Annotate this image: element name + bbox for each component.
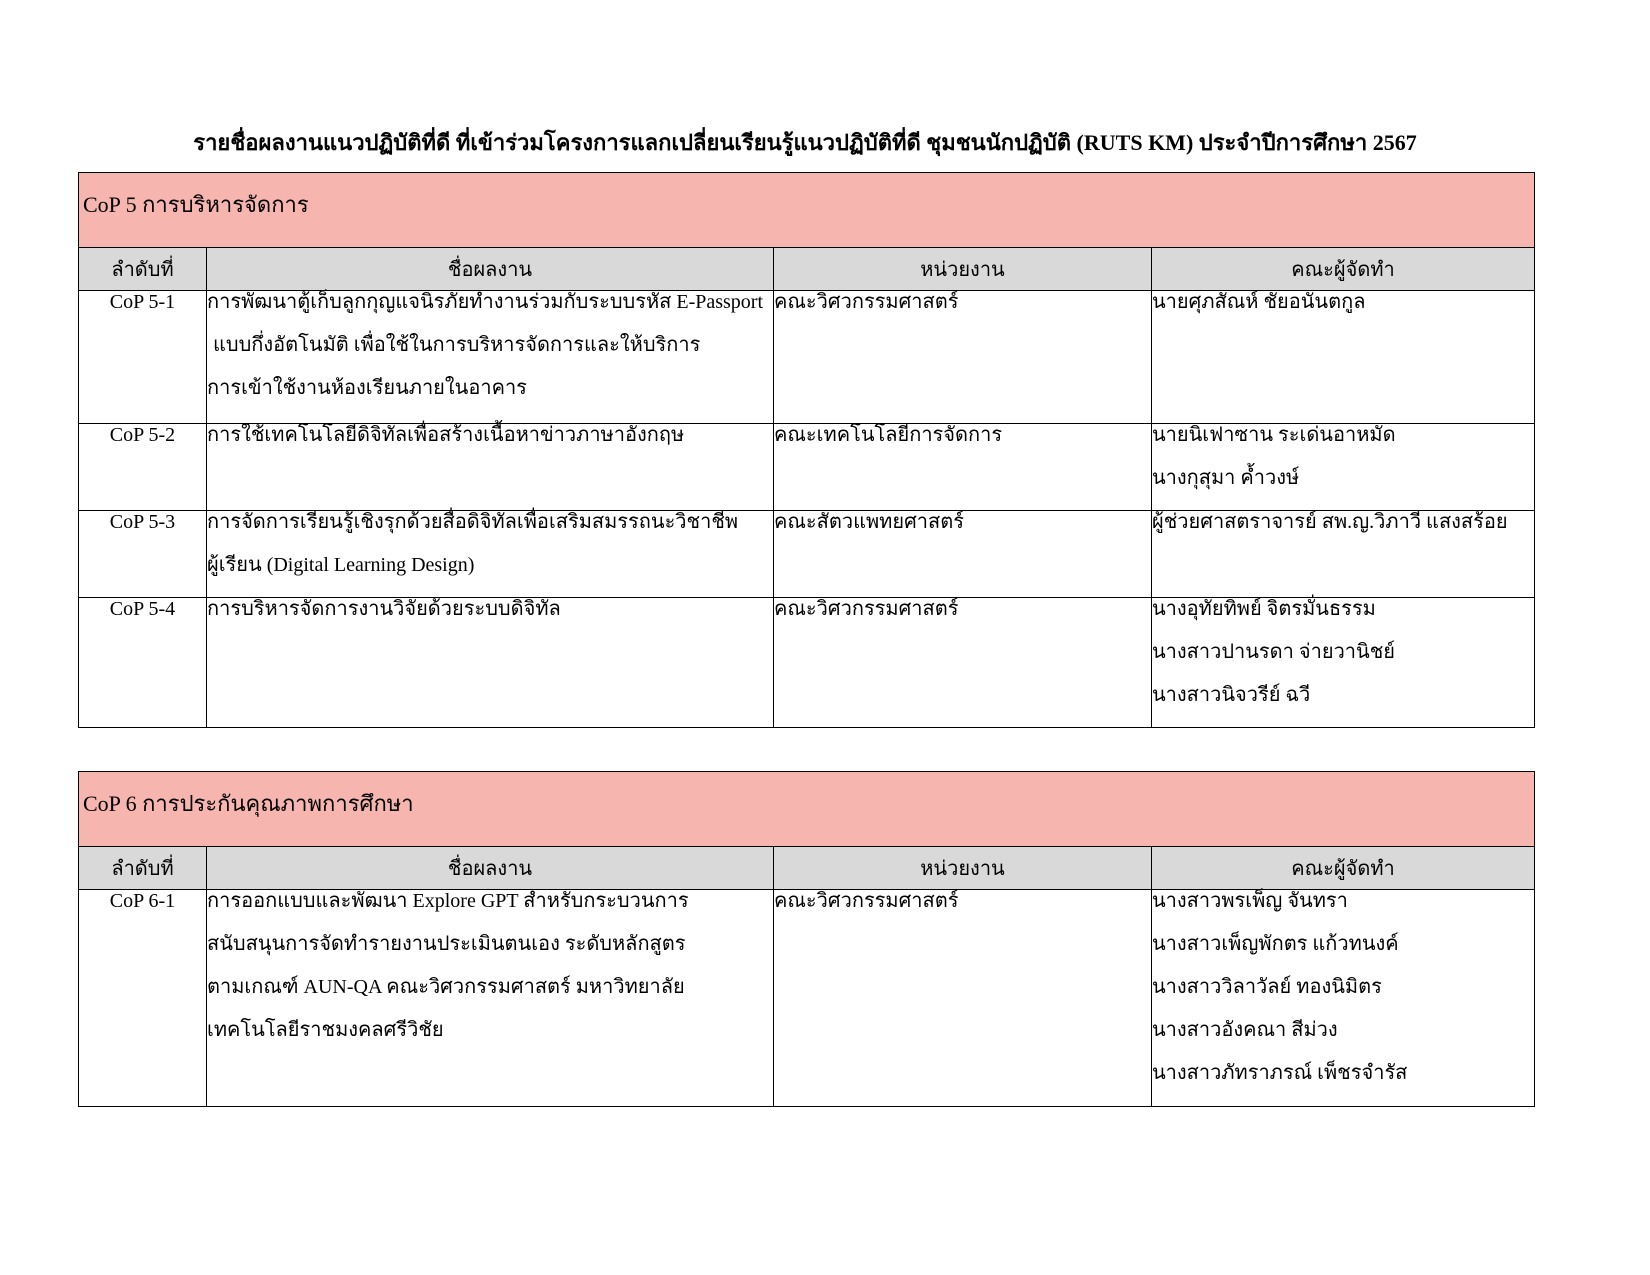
row-work: การใช้เทคโนโลยีดิจิทัลเพื่อสร้างเนื้อหาข่าวภาษาอังกฤษ: [207, 424, 774, 511]
row-unit: คณะวิศวกรรมศาสตร์: [774, 291, 1152, 424]
table-row: [79, 291, 1535, 424]
table-row: [79, 598, 1535, 728]
page-title: รายชื่อผลงานแนวปฏิบัติที่ดี ที่เข้าร่วมโครงการแลกเปลี่ยนเรียนรู้แนวปฏิบัติที่ดี ชุมชนนักปฏิบัติ (RUTS KM) ประจำปีการศึกษา 2567: [193, 130, 1417, 155]
row-unit: คณะสัตวแพทยศาสตร์: [774, 511, 1152, 598]
table-row: [79, 424, 1535, 511]
row-team: นายศุภสัณห์ ชัยอนันตกูล: [1152, 291, 1535, 424]
section-heading-row: [79, 772, 1535, 847]
column-header-work: ชื่อผลงาน: [207, 248, 774, 291]
row-work: การพัฒนาตู้เก็บลูกกุญแจนิรภัยทำงานร่วมกับระบบรหัส E-Passport แบบกึ่งอัตโนมัติ เพื่อใช้ในการบริหารจัดการและให้บริการ การเข้าใช้งานห้องเรียนภายในอาคาร: [207, 291, 774, 424]
row-team: นางอุทัยทิพย์ จิตรมั่นธรรม นางสาวปานรดา จ่ายวานิชย์ นางสาวนิจวรีย์ ฉวี: [1152, 598, 1535, 728]
row-team: ผู้ช่วยศาสตราจารย์ สพ.ญ.วิภาวี แสงสร้อย: [1152, 511, 1535, 598]
row-work: การบริหารจัดการงานวิจัยด้วยระบบดิจิทัล: [207, 598, 774, 728]
cop5-table: [78, 172, 1535, 728]
cop6-table: [78, 771, 1535, 1107]
section-heading-row: [79, 173, 1535, 248]
row-unit: คณะวิศวกรรมศาสตร์: [774, 890, 1152, 1107]
row-seq: CoP 5-4: [79, 598, 207, 728]
section-heading: CoP 5 การบริหารจัดการ: [79, 173, 1535, 248]
row-team: นายนิเฟาซาน ระเด่นอาหมัด นางกุสุมา ค้ำวงษ์: [1152, 424, 1535, 511]
column-header-team: คณะผู้จัดทำ: [1152, 248, 1535, 291]
row-unit: คณะวิศวกรรมศาสตร์: [774, 598, 1152, 728]
row-seq: CoP 5-2: [79, 424, 207, 511]
column-header-work: ชื่อผลงาน: [207, 847, 774, 890]
row-unit: คณะเทคโนโลยีการจัดการ: [774, 424, 1152, 511]
table-row: [79, 890, 1535, 1107]
section-heading: CoP 6 การประกันคุณภาพการศึกษา: [79, 772, 1535, 847]
column-header-team: คณะผู้จัดทำ: [1152, 847, 1535, 890]
row-team: นางสาวพรเพ็ญ จันทรา นางสาวเพ็ญพักตร แก้วทนงค์ นางสาววิลาวัลย์ ทองนิมิตร นางสาวอังคณา สีม่วง นางสาวภัทราภรณ์ เพ็ชรจำรัส: [1152, 890, 1535, 1107]
row-seq: CoP 5-3: [79, 511, 207, 598]
row-work: การจัดการเรียนรู้เชิงรุกด้วยสื่อดิจิทัลเพื่อเสริมสมรรถนะวิชาชีพ ผู้เรียน (Digital Learning Design): [207, 511, 774, 598]
column-header-seq: ลำดับที่: [79, 847, 207, 890]
table-row: [79, 511, 1535, 598]
column-header-unit: หน่วยงาน: [774, 847, 1152, 890]
column-header-unit: หน่วยงาน: [774, 248, 1152, 291]
row-seq: CoP 6-1: [79, 890, 207, 1107]
row-seq: CoP 5-1: [79, 291, 207, 424]
column-header-seq: ลำดับที่: [79, 248, 207, 291]
row-work: การออกแบบและพัฒนา Explore GPT สำหรับกระบวนการ สนับสนุนการจัดทำรายงานประเมินตนเอง ระดับหลักสูตร ตามเกณฑ์ AUN-QA คณะวิศวกรรมศาสตร์ มหาวิทยาลัย เทคโนโลยีราชมงคลศรีวิชัย: [207, 890, 774, 1107]
